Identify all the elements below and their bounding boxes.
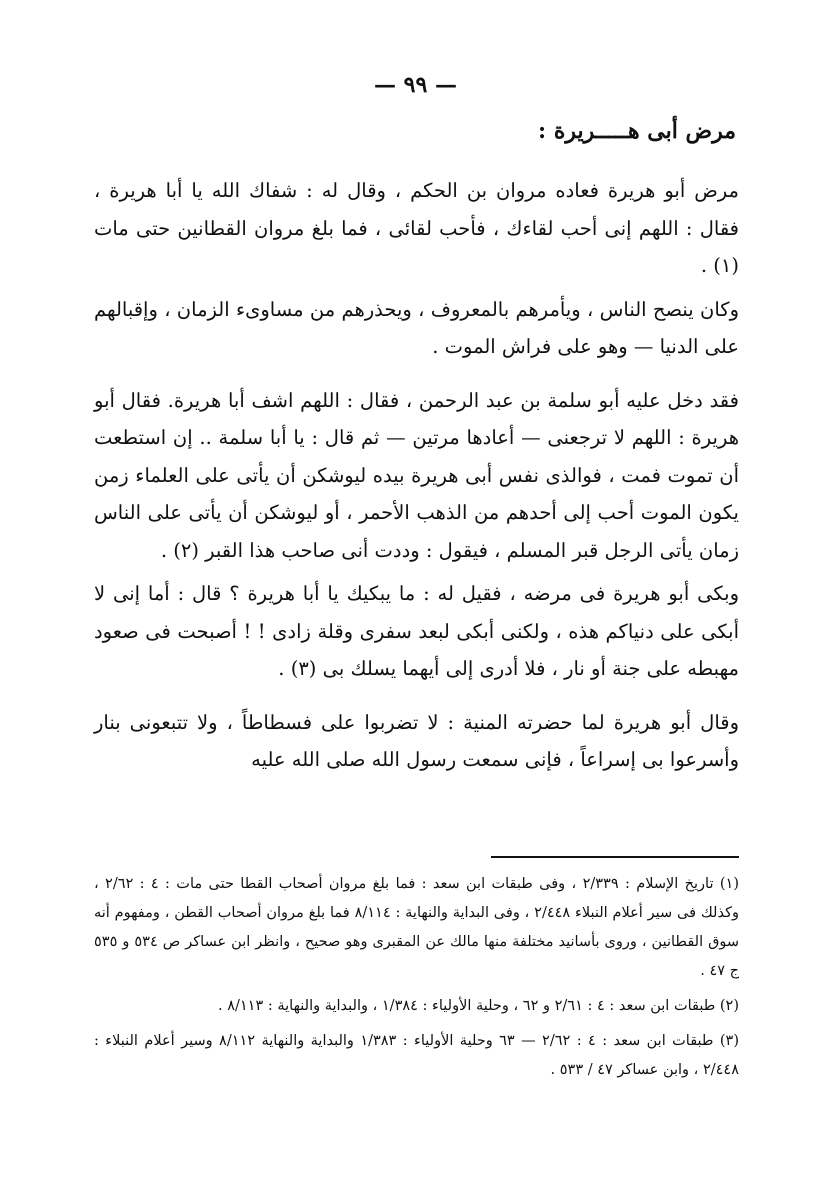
- paragraph-3: فقد دخل عليه أبو سلمة بن عبد الرحمن ، فقال : اللهم اشف أبا هريرة. فقال أبو هريرة : اللهم لا ترجعنى — أعادها مرتين — ثم قال : يا أبا سلمة .. إن استطعت أن تموت فمت ، فوالذى نفس أبى هريرة بيده ليوشكن أن يأتى على العلماء زمن يكون الموت أحب إلى أحدهم من الذهب الأحمر ، أو ليوشكن أن يأتى على الناس زمان يأتى الرجل قبر المسلم ، فيقول : وددت أنى صاحب هذا القبر (٢) .: [94, 388, 739, 562]
- paragraph-1: مرض أبو هريرة فعاده مروان بن الحكم ، وقال له : شفاك الله يا أبا هريرة ، فقال : اللهم إنى أحب لقاءك ، فأحب لقائى ، فما بلغ مروان القطانين حتى مات (١) .: [94, 179, 739, 277]
- page-number: — ٩٩ —: [374, 72, 457, 98]
- footnote-separator: [491, 856, 739, 858]
- footnote-1: (١) تاريخ الإسلام : ٢/٣٣٩ ، وفى طبقات ابن سعد : فما بلغ مروان أصحاب القطا حتى مات : ٤ : ٢/٦٢ ، وكذلك فى سير أعلام النبلاء ٢/٤٤٨ ، وفى البداية والنهاية : ٨/١١٤ فما بلغ مروان أصحاب القطن ، ومفهوم أنه سوق القطانين ، وروى بأسانيد مختلفة منها مالك عن المقبرى وهو صحيح ، وانظر ابن عساكر ص ٥٣٤ و ٥٣٥ ج ٤٧ .: [94, 876, 739, 979]
- body-text: [94, 172, 739, 795]
- footnote-2: (٢) طبقات ابن سعد : ٤ : ٢/٦١ و ٦٢ ، وحلية الأولياء : ١/٣٨٤ ، والبداية والنهاية : ٨/١١٣ .: [218, 998, 739, 1014]
- footnote-3: (٣) طبقات ابن سعد : ٤ : ٢/٦٢ — ٦٣ وحلية الأولياء : ١/٣٨٣ والبداية والنهاية ٨/١١٢ وسير أعلام النبلاء : ٢/٤٤٨ ، وابن عساكر ٤٧ / ٥٣٣ .: [94, 1033, 740, 1078]
- paragraph-4: وبكى أبو هريرة فى مرضه ، فقيل له : ما يبكيك يا أبا هريرة ؟ قال : أما إنى لا أبكى على دنياكم هذه ، ولكنى أبكى لبعد سفرى وقلة زادى ! ! أصبحت فى صعود مهبطه على جنة أو نار ، فلا أدرى إلى أيهما يسلك بى (٣) .: [94, 582, 739, 680]
- paragraph-2: وكان ينصح الناس ، ويأمرهم بالمعروف ، ويحذرهم من مساوىء الزمان ، وإقبالهم على الدنيا — وهو على فراش الموت .: [94, 297, 739, 358]
- paragraph-5: وقال أبو هريرة لما حضرته المنية : لا تضربوا على فسطاطاً ، ولا تتبعونى بنار وأسرعوا بى إسراعاً ، فإنى سمعت رسول الله صلى الله عليه: [94, 710, 739, 771]
- footnotes: [94, 870, 739, 1091]
- section-heading: مرض أبى هـــــريرة :: [538, 118, 736, 144]
